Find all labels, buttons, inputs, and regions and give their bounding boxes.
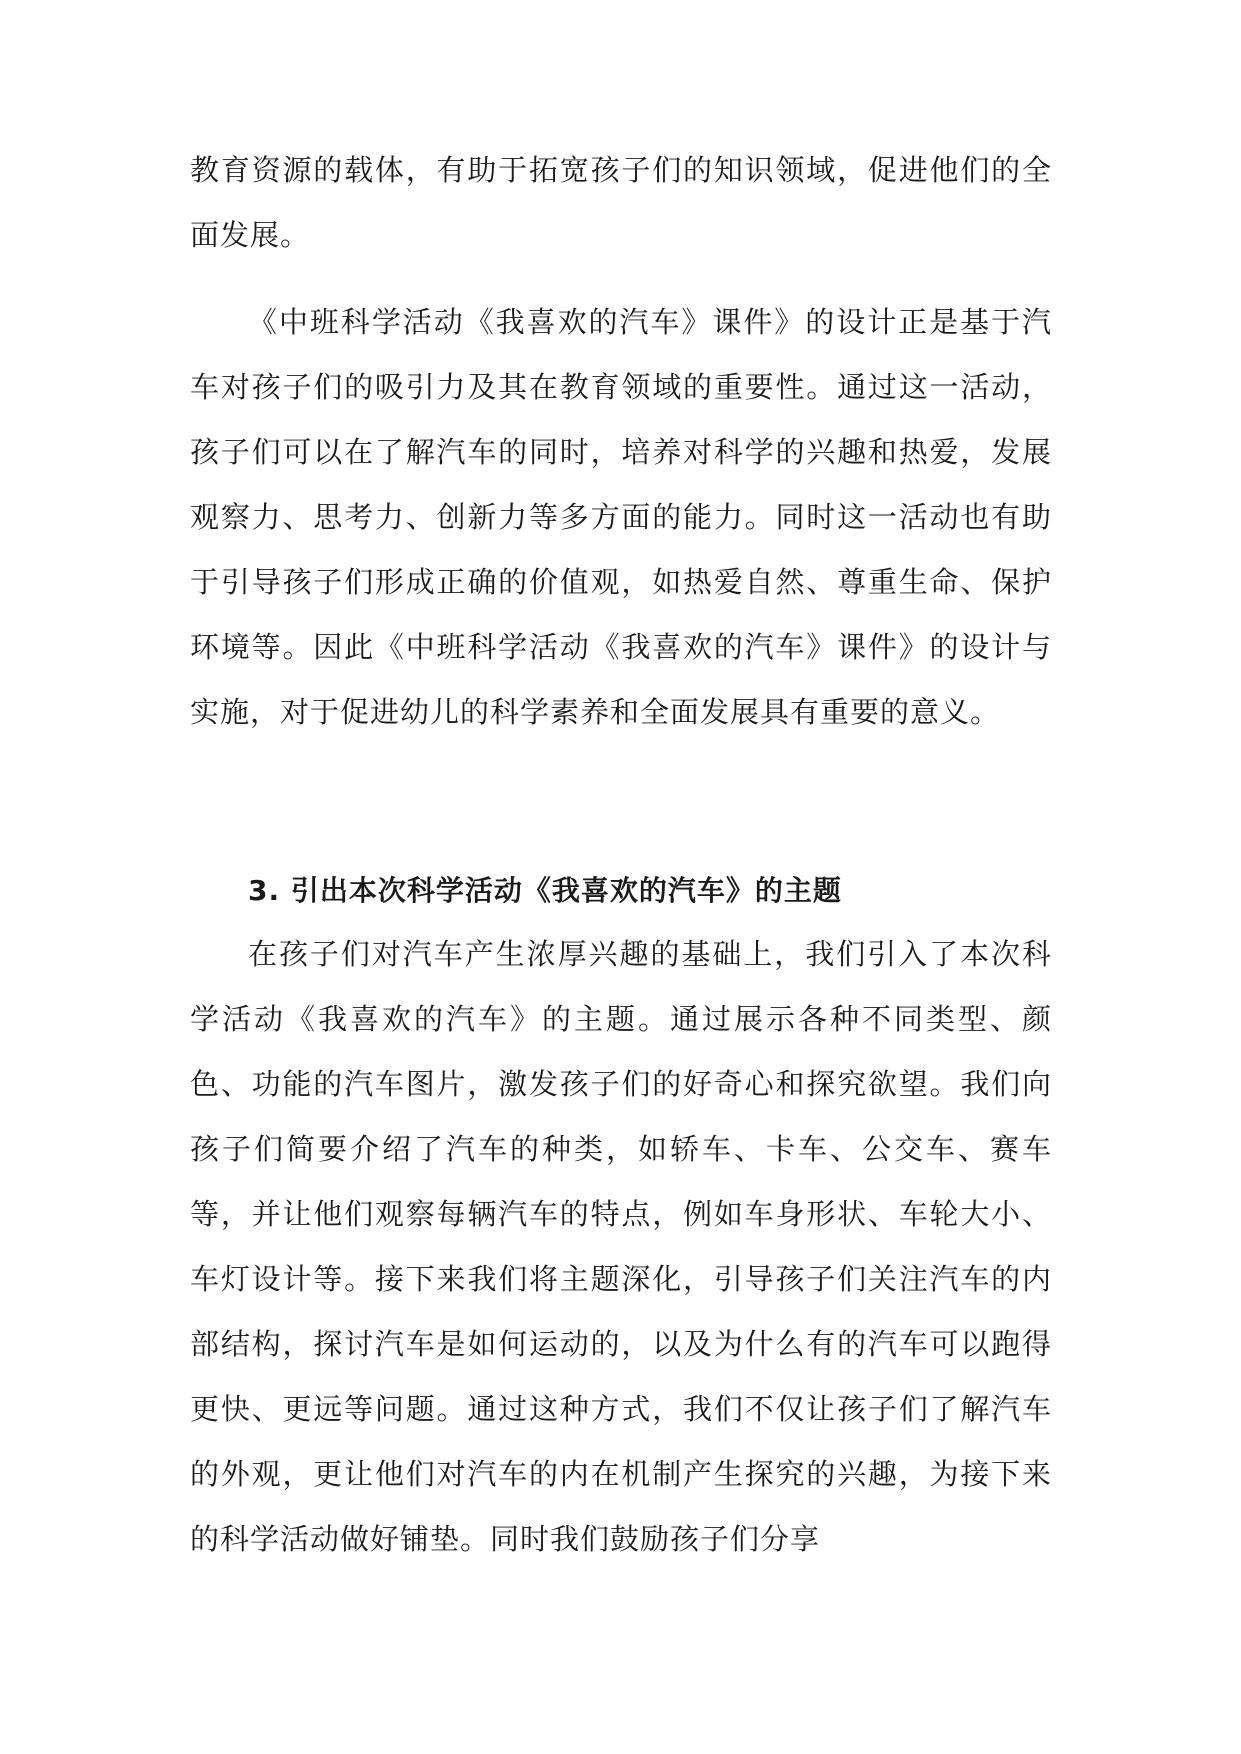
paragraph-continued bbox=[190, 138, 1052, 268]
paragraph-text: 在孩子们对汽车产生浓厚兴趣的基础上，我们引入了本次科学活动《我喜欢的汽车》的主题。通过展示各种不同类型、颜色、功能的汽车图片，激发孩子们的好奇心和探究欲望。我们向孩子们简要介绍了汽车的种类，如轿车、卡车、公交车、赛车等，并让他们观察每辆汽车的特点，例如车身形状、车轮大小、车灯设计等。接下来我们将主题深化，引导孩子们关注汽车的内部结构，探讨汽车是如何运动的，以及为什么有的汽车可以跑得更快、更远等问题。通过这种方式，我们不仅让孩子们了解汽车的外观，更让他们对汽车的内在机制产生探究的兴趣，为接下来的科学活动做好铺垫。同时我们鼓励孩子们分享 bbox=[190, 937, 1052, 1556]
paragraph-text: 教育资源的载体，有助于拓宽孩子们的知识领域，促进他们的全面发展。 bbox=[190, 153, 1052, 252]
paragraph-theme bbox=[190, 922, 1052, 1572]
section-heading-text: 3. 引出本次科学活动《我喜欢的汽车》的主题 bbox=[248, 874, 842, 907]
section-heading bbox=[190, 858, 1052, 923]
paragraph-significance bbox=[190, 290, 1052, 745]
paragraph-text: 《中班科学活动《我喜欢的汽车》课件》的设计正是基于汽车对孩子们的吸引力及其在教育领域的重要性。通过这一活动，孩子们可以在了解汽车的同时，培养对科学的兴趣和热爱，发展观察力、思考力、创新力等多方面的能力。同时这一活动也有助于引导孩子们形成正确的价值观，如热爱自然、尊重生命、保护环境等。因此《中班科学活动《我喜欢的汽车》课件》的设计与实施，对于促进幼儿的科学素养和全面发展具有重要的意义。 bbox=[190, 305, 1052, 729]
